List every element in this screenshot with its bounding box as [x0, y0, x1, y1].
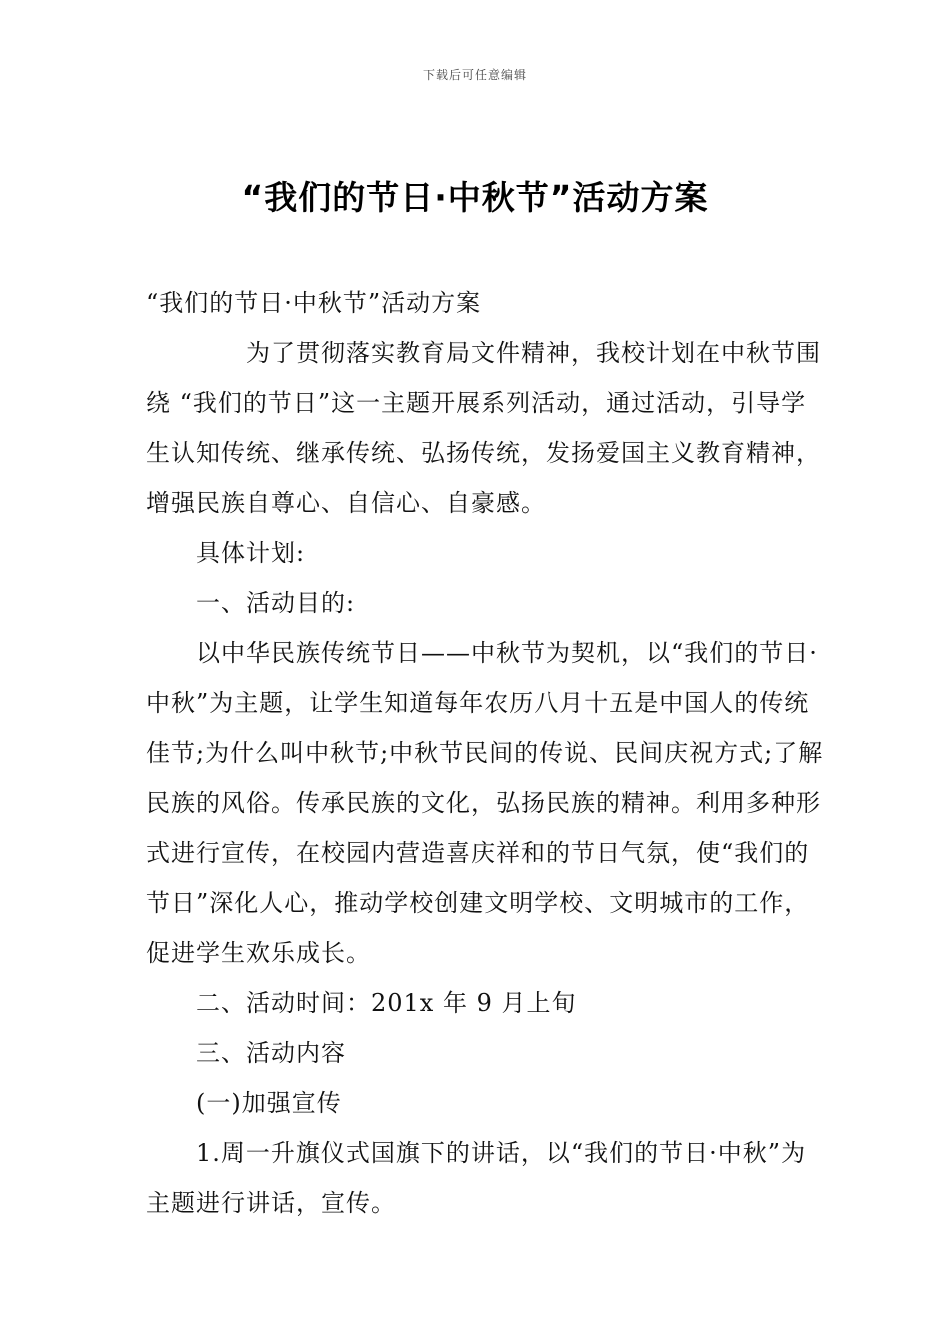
intro-paragraph: 为了贯彻落实教育局文件精神，我校计划在中秋节围绕 “我们的节日”这一主题开展系列活动，通过活动，引导学生认知传统、继承传统、弘扬传统，发扬爱国主义教育精神，增强民族自尊心、自信心、自豪感。 — [146, 339, 821, 517]
plan-heading: 具体计划: — [196, 539, 306, 567]
item-1-paragraph: 1.周一升旗仪式国旗下的讲话，以“我们的节日·中秋”为主题进行讲话，宣传。 — [146, 1139, 807, 1217]
header-note: 下载后可任意编辑 — [422, 68, 527, 82]
subsection-1-heading: (一)加强宣传 — [196, 1089, 342, 1117]
section-3-heading: 三、活动内容 — [196, 1039, 346, 1067]
document-subtitle: “我们的节日·中秋节”活动方案 — [146, 289, 482, 317]
section-1-paragraph: 以中华民族传统节日——中秋节为契机，以“我们的节日·中秋”为主题，让学生知道每年农历八月十五是中国人的传统佳节;为什么叫中秋节;中秋节民间的传说、民间庆祝方式;了解民族的风俗。传承民族的文化，弘扬民族的精神。利用多种形式进行宣传，在校园内营造喜庆祥和的节日气氛，使“我们的节日”深化人心，推动学校创建文明学校、文明城市的工作，促进学生欢乐成长。 — [146, 639, 824, 967]
document-body — [146, 278, 826, 1228]
section-2-heading: 二、活动时间：201x 年 9 月上旬 — [196, 989, 577, 1017]
section-1-heading: 一、活动目的: — [196, 589, 356, 617]
document-title: “我们的节日·中秋节”活动方案 — [241, 178, 709, 217]
